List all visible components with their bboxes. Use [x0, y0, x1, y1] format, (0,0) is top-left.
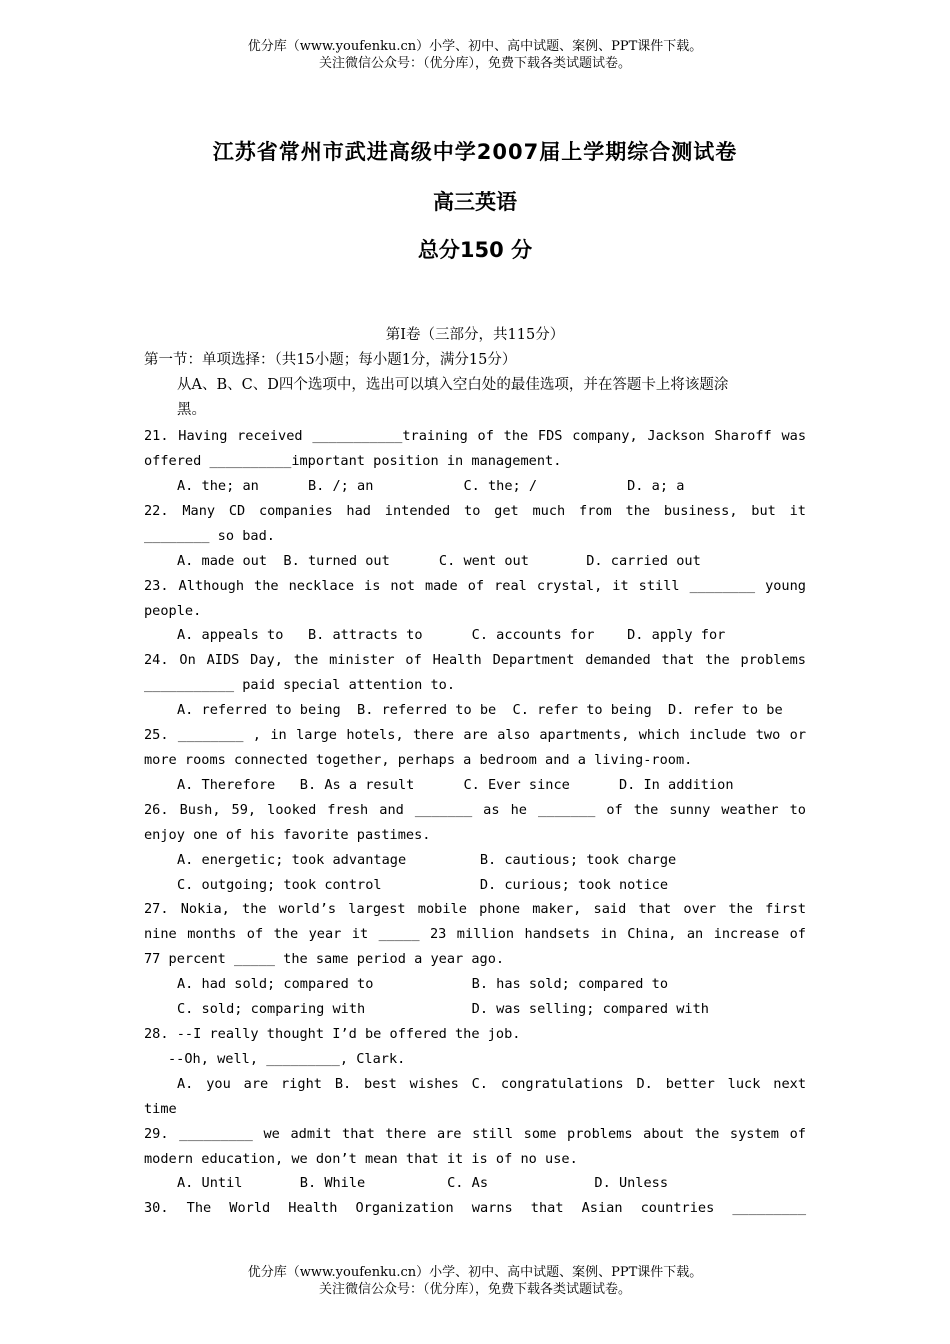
- question-26-options-1: A. energetic; took advantage B. cautious; took charge: [177, 852, 677, 868]
- question-24-line-1: 24. On AIDS Day, the minister of Health Department demanded that the problems: [144, 652, 806, 668]
- question-28-options: A. you are right B. best wishes C. congratulations D. better luck next: [177, 1076, 806, 1092]
- page-header: [0, 38, 950, 72]
- instruction-line-1: 从A、B、C、D四个选项中，选出可以填入空白处的最佳选项，并在答题卡上将该题涂: [177, 377, 729, 393]
- question-26-options-2: C. outgoing; took control D. curious; took notice: [177, 877, 669, 893]
- subject-title: 高三英语: [433, 190, 517, 214]
- document-title: 江苏省常州市武进高级中学2007届上学期综合测试卷: [212, 140, 738, 164]
- question-23-line-1: 23. Although the necklace is not made of real crystal, it still ________ young: [144, 578, 806, 594]
- question-25-line-1: 25. ________ , in large hotels, there are also apartments, which include two or: [144, 727, 806, 743]
- page-footer: [0, 1264, 950, 1298]
- question-21-line-1: 21. Having received ___________training of the FDS company, Jackson Sharoff was: [144, 428, 806, 444]
- question-23-options: A. appeals to B. attracts to C. accounts for D. apply for: [177, 627, 726, 643]
- instruction-line-2: 黑。: [177, 402, 206, 418]
- section-heading: 第一节：单项选择：（共15小题；每小题1分，满分15分）: [144, 352, 517, 368]
- question-22-line-2: ________ so bad.: [144, 528, 275, 544]
- question-25-options: A. Therefore B. As a result C. Ever since D. In addition: [177, 777, 734, 793]
- footer-line-2: 关注微信公众号：（优分库），免费下载各类试题试卷。: [318, 1282, 631, 1297]
- question-29-line-2: modern education, we don’t mean that it is of no use.: [144, 1151, 578, 1167]
- part-heading: 第Ⅰ卷（三部分，共115分）: [385, 327, 565, 343]
- question-30-line-1: 30. The World Health Organization warns that Asian countries _________: [144, 1200, 806, 1216]
- question-29-line-1: 29. _________ we admit that there are still some problems about the system of: [144, 1126, 806, 1142]
- question-26-line-2: enjoy one of his favorite pastimes.: [144, 827, 431, 843]
- question-22-options: A. made out B. turned out C. went out D. carried out: [177, 553, 701, 569]
- question-28-line-2: --Oh, well, _________, Clark.: [168, 1051, 406, 1067]
- question-21-line-2: offered __________important position in management.: [144, 453, 562, 469]
- question-26-line-1: 26. Bush, 59, looked fresh and _______ as he _______ of the sunny weather to: [144, 802, 806, 818]
- question-27-options-1: A. had sold; compared to B. has sold; compared to: [177, 976, 669, 992]
- header-line-2: 关注微信公众号：（优分库），免费下载各类试题试卷。: [318, 56, 631, 71]
- question-24-line-2: ___________ paid special attention to.: [144, 677, 455, 693]
- question-27-options-2: C. sold; comparing with D. was selling; compared with: [177, 1001, 709, 1017]
- question-28-line-1: 28. --I really thought I’d be offered the job.: [144, 1026, 521, 1042]
- total-score: 总分150 分: [417, 238, 533, 262]
- question-21-options: A. the; an B. /; an C. the; / D. a; a: [177, 478, 685, 494]
- question-22-line-1: 22. Many CD companies had intended to get much from the business, but it: [144, 503, 806, 519]
- question-23-line-2: people.: [144, 603, 202, 619]
- question-25-line-2: more rooms connected together, perhaps a bedroom and a living-room.: [144, 752, 693, 768]
- header-line-1: 优分库（www.youfenku.cn）小学、初中、高中试题、案例、PPT课件下载。: [247, 39, 703, 54]
- footer-line-1: 优分库（www.youfenku.cn）小学、初中、高中试题、案例、PPT课件下载。: [247, 1265, 703, 1280]
- question-24-options: A. referred to being B. referred to be C. refer to being D. refer to be: [177, 702, 783, 718]
- question-28-options-cont: time: [144, 1101, 177, 1117]
- question-27-line-3: 77 percent _____ the same period a year ago.: [144, 951, 505, 967]
- question-29-options: A. Until B. While C. As D. Unless: [177, 1175, 669, 1191]
- question-27-line-2: nine months of the year it _____ 23 million handsets in China, an increase of: [144, 926, 806, 942]
- question-27-line-1: 27. Nokia, the world’s largest mobile phone maker, said that over the first: [144, 901, 806, 917]
